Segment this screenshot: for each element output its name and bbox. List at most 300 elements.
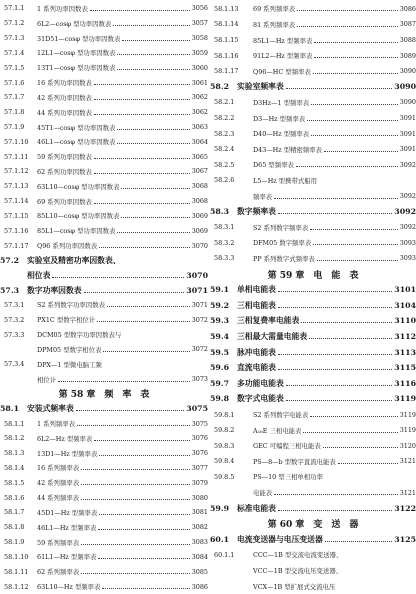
entry-page-number: 3075: [186, 404, 208, 414]
dot-leader: [310, 416, 398, 417]
toc-subsection-entry: [0, 535, 208, 550]
dot-leader: [314, 57, 397, 58]
toc-section-entry: [0, 401, 208, 416]
entry-page-number: 3082: [191, 523, 208, 532]
entry-number: 57.1.8: [4, 108, 25, 117]
chapter-title: 第 58 章 频 率 表: [58, 390, 150, 401]
entry-title: 62 系列频率表: [37, 568, 80, 577]
toc-section-entry: [210, 204, 416, 220]
entry-page-number: 3119: [399, 426, 416, 435]
dot-leader: [99, 247, 190, 248]
entry-page-number: 3079: [191, 478, 208, 487]
entry-page-number: 3092: [399, 192, 416, 201]
entry-title: S2 系列数字频率表: [253, 223, 309, 232]
entry-number: 59.8.4: [214, 457, 235, 466]
entry-title: 85L1—Hz 型频率表: [253, 36, 313, 45]
toc-subsection-entry: [0, 194, 208, 209]
entry-page-number: 3062: [191, 93, 208, 102]
entry-number: 58.1.16: [214, 51, 239, 60]
entry-page-number: 3061: [191, 78, 208, 87]
dot-leader: [97, 321, 190, 322]
toc-section-entry: [210, 329, 416, 345]
entry-title: A₁₆E 三相电能表: [253, 426, 302, 435]
dot-leader: [98, 558, 189, 559]
entry-title: 13T1—cosφ 型功率因数表: [37, 64, 116, 73]
entry-number: 57.3.4: [4, 360, 25, 369]
entry-title: D43—Hz 型精密频率表: [253, 145, 322, 154]
entry-page-number: 3056: [191, 4, 208, 13]
entry-title: D3—Hz 型频率表: [253, 114, 306, 123]
entry-page-number: 3062: [191, 108, 208, 117]
dot-leader: [81, 469, 190, 470]
dot-leader: [81, 484, 190, 485]
dot-leader: [94, 84, 190, 85]
entry-title: 42 系列功率因数表: [37, 93, 92, 102]
dot-leader: [310, 229, 398, 230]
entry-number: 58.1.12: [4, 582, 29, 591]
toc-subsection-entry: [0, 90, 208, 105]
entry-title: D40—Hz 型频率表: [253, 130, 310, 139]
toc-subsection-entry: [0, 579, 208, 594]
toc-subsection-entry: [0, 209, 208, 224]
entry-page-number: 3068: [191, 182, 208, 191]
entry-title: 1 系列频率表: [37, 420, 76, 428]
entry-title: Q96 系列功率因数表: [37, 242, 98, 251]
entry-number: 59.4: [210, 332, 229, 341]
entry-page-number: 3121: [399, 488, 416, 497]
entry-number: 60.1: [210, 534, 229, 544]
entry-page-number: 3057: [191, 19, 208, 28]
entry-number: 58.1.14: [214, 20, 239, 29]
entry-number: 57.2: [0, 255, 19, 265]
toc-section-entry: [210, 344, 416, 360]
dot-leader: [117, 129, 189, 130]
entry-number: 59.8.2: [214, 426, 235, 435]
dot-leader: [94, 203, 190, 204]
entry-number: 59.8.3: [214, 441, 235, 450]
entry-title: 标准电能表: [237, 503, 276, 513]
dot-leader: [81, 544, 190, 545]
entry-title: 13D1—Hz 型频率表: [37, 449, 98, 458]
dot-leader: [103, 351, 189, 352]
dot-leader: [338, 463, 398, 464]
entry-title: 16 系列功率因数表: [37, 79, 92, 88]
dot-leader: [286, 400, 393, 401]
entry-number: 58.1: [0, 404, 19, 414]
dot-leader: [102, 588, 189, 589]
dot-leader: [278, 307, 392, 308]
dot-leader: [99, 455, 189, 456]
entry-page-number: 3058: [191, 34, 208, 43]
entry-number: 57.1.3: [4, 34, 25, 43]
dot-leader: [324, 151, 398, 152]
entry-title: DPX—1 型微电脑工频: [37, 360, 102, 369]
dot-leader: [313, 244, 398, 245]
dot-leader: [81, 573, 190, 574]
entry-number: 57.1.17: [4, 241, 29, 250]
toc-subsection-entry: [0, 475, 208, 490]
toc-section-entry: [210, 391, 416, 407]
toc-section-entry: [210, 500, 416, 516]
toc-subsection-entry: [0, 520, 208, 535]
entry-page-number: 3086: [191, 582, 208, 591]
entry-number: 58.1.17: [214, 67, 239, 76]
entry-number: 59.1: [210, 285, 229, 295]
entry-title: 12L1—cosφ 型功率因数表: [37, 49, 116, 58]
toc-subsection-entry: [210, 219, 416, 235]
entry-title: 频率表: [253, 192, 273, 201]
dot-leader: [278, 510, 392, 511]
entry-page-number: 3077: [191, 463, 208, 472]
entry-page-number: 3092: [394, 207, 416, 217]
entry-title: VCC—1B 型交流电压变送器、: [253, 567, 343, 576]
entry-number: 59.8.5: [214, 472, 235, 481]
toc-section-entry: [0, 253, 208, 268]
dot-leader: [296, 166, 398, 167]
entry-number: 58.1.8: [4, 523, 25, 532]
entry-page-number: 3084: [191, 552, 208, 561]
entry-title: 6L2—cosφ 型功率因数表: [37, 19, 112, 28]
entry-page-number: 3072: [191, 315, 208, 324]
entry-page-number: 3090: [394, 82, 416, 92]
entry-title: 安装式频率表: [27, 404, 74, 414]
toc-subsection-entry: [0, 60, 208, 75]
toc-subsection-entry: [0, 45, 208, 60]
entry-title: 直流电能表: [237, 363, 276, 373]
entry-number: 57.1.10: [4, 137, 29, 146]
entry-page-number: 3110: [394, 316, 416, 326]
entry-number: 58.1.5: [4, 478, 25, 487]
entry-page-number: 3104: [394, 300, 416, 310]
chapter-title: 第 59 章 电 能 表: [267, 270, 359, 281]
entry-title: 44 系列功率因数表: [37, 108, 92, 117]
dot-leader: [94, 158, 190, 159]
entry-title: PP 系列数字式频率表: [253, 254, 315, 263]
toc-subsection-entry: [0, 550, 208, 565]
entry-title: 相位表: [27, 270, 51, 280]
entry-title: 6L2—Hz 型频率表: [37, 434, 93, 443]
entry-title: 69 系列功率因数表: [37, 197, 92, 206]
toc-section-entry: [210, 532, 416, 548]
toc-section-entry: [210, 298, 416, 314]
entry-title: 16 系列频率表: [37, 464, 80, 473]
entry-number: 59.6: [210, 363, 229, 373]
entry-page-number: 3091: [399, 114, 416, 123]
dot-leader: [297, 10, 398, 11]
toc-subsection-entry: [0, 105, 208, 120]
dot-leader: [113, 25, 189, 26]
dot-leader: [286, 88, 393, 89]
entry-title: 69 系列频率表: [253, 5, 296, 14]
entry-number: 59.9: [210, 503, 229, 513]
entry-title: D3Hz—1 型频率表: [253, 98, 310, 107]
entry-number: 58.2.2: [214, 114, 235, 123]
chapter-heading: [210, 516, 416, 532]
dot-leader: [107, 306, 190, 307]
entry-page-number: 3059: [191, 48, 208, 57]
entry-number: 58.2.1: [214, 98, 235, 107]
entry-page-number: 3070: [191, 241, 208, 250]
entry-page-number: 3091: [399, 129, 416, 138]
toc-subsection-entry: [0, 327, 208, 342]
entry-number: 59.3: [210, 316, 229, 326]
entry-title: S2 系列数字功率因数表: [37, 301, 105, 310]
entry-number: 58.2.5: [214, 160, 235, 169]
chapter-heading: [0, 386, 208, 401]
toc-subsection-entry: [210, 485, 416, 501]
dot-leader: [117, 232, 189, 233]
entry-number: 57.1.1: [4, 4, 25, 13]
dot-leader: [307, 120, 398, 121]
entry-number: 57.1.12: [4, 167, 29, 176]
entry-title: S2 系列数字电能表: [253, 411, 309, 420]
entry-title: 1 系列功率因数表: [37, 4, 88, 13]
entry-title: 46L1—cosφ 型功率因数表: [37, 138, 116, 147]
entry-number: 57.1.2: [4, 19, 25, 28]
entry-title: 46L1—Hz 型频率表: [37, 523, 97, 532]
entry-number: 58.1.4: [4, 463, 25, 472]
entry-page-number: 3071: [186, 285, 208, 295]
entry-title: PS—8—b 型数字直流电能表: [253, 457, 336, 466]
toc-subsection-entry: [210, 563, 416, 579]
entry-title: 实验室频率表: [237, 82, 284, 92]
entry-number: 58.3.1: [214, 223, 235, 232]
entry-number: 59.7: [210, 378, 229, 388]
entry-number: 59.8: [210, 394, 229, 404]
entry-title: 45D1—Hz 型频率表: [37, 508, 98, 517]
entry-number: 57.1.6: [4, 78, 25, 87]
entry-number: 57.1.4: [4, 48, 25, 57]
entry-number: 57.1.16: [4, 226, 29, 235]
entry-number: 57.3: [0, 285, 19, 295]
dot-leader: [317, 260, 398, 261]
entry-title: CCC—1B 型交流电流变送器、: [253, 551, 343, 560]
toc-subsection-entry: [210, 157, 416, 173]
dot-leader: [297, 26, 398, 27]
entry-title: VCX—1B 型扩展式交流电压: [253, 582, 336, 591]
toc-subsection-entry: [210, 188, 416, 204]
dot-leader: [313, 73, 398, 74]
toc-subsection-entry: [0, 179, 208, 194]
entry-title: DPM05 型数字相位表: [37, 345, 102, 354]
entry-number: 57.1.13: [4, 182, 29, 191]
entry-title: 91L2—Hz 型频率表: [253, 52, 313, 61]
toc-subsection-entry: [210, 173, 416, 189]
entry-page-number: 3069: [191, 226, 208, 235]
entry-page-number: 3093: [399, 238, 416, 247]
entry-number: 57.1.7: [4, 93, 25, 102]
entry-number: 58.3.2: [214, 238, 235, 247]
entry-title: 数字功率因数表: [27, 285, 82, 295]
toc-subsection-entry: [0, 149, 208, 164]
entry-number: 58.2.4: [214, 145, 235, 154]
toc-subsection-entry: [210, 95, 416, 111]
dot-leader: [325, 541, 393, 542]
entry-title: PX1C 型数字相位计: [37, 316, 96, 325]
dot-leader: [122, 40, 189, 41]
entry-number: 58.1.7: [4, 508, 25, 517]
entry-title: 61L1—Hz 型频率表: [37, 553, 97, 562]
entry-number: 57.1.14: [4, 197, 29, 206]
toc-section-entry: [210, 376, 416, 392]
entry-title: D65 型频率表: [253, 161, 294, 170]
dot-leader: [94, 114, 190, 115]
toc-subsection-entry: [0, 164, 208, 179]
dot-leader: [278, 213, 392, 214]
entry-page-number: 3075: [191, 419, 208, 428]
entry-title: 三相电能表: [237, 300, 276, 310]
toc-section-entry: [210, 282, 416, 298]
entry-number: 57.1.11: [4, 152, 29, 161]
toc-subsection-entry: [0, 75, 208, 90]
entry-page-number: 3068: [191, 197, 208, 206]
entry-title: 相位计: [37, 375, 57, 384]
toc-subsection-entry: [0, 298, 208, 313]
toc-subsection-entry: [0, 342, 208, 357]
toc-subsection-entry: [0, 120, 208, 135]
toc-subsection-entry: [210, 407, 416, 423]
dot-leader: [121, 217, 189, 218]
toc-subsection-entry: [210, 1, 416, 17]
toc-subsection-entry: [0, 31, 208, 46]
toc-section-entry: [210, 313, 416, 329]
dot-leader: [117, 54, 189, 55]
entry-title: 63L10—Hz 型频率表: [37, 583, 101, 592]
toc-subsection-entry: [0, 134, 208, 149]
entry-number: 58.2.3: [214, 129, 235, 138]
entry-page-number: 3115: [394, 363, 416, 373]
entry-title: 85L1—cosφ 型功率因数表: [37, 227, 116, 236]
entry-page-number: 3071: [191, 300, 208, 309]
toc-section-entry: [210, 79, 416, 95]
entry-number: 58.1.10: [4, 552, 29, 561]
entry-page-number: 3087: [399, 20, 416, 29]
entry-title: 62 系列功率因数表: [37, 167, 92, 176]
toc-section-entry: [210, 360, 416, 376]
entry-page-number: 3081: [191, 508, 208, 517]
entry-number: 58.2: [210, 82, 229, 92]
entry-page-number: 3120: [399, 441, 416, 450]
entry-number: 58.3: [210, 207, 229, 217]
entry-title: 59 系列功率因数表: [37, 153, 92, 162]
toc-subsection-entry: [0, 357, 208, 372]
toc-subsection-entry: [0, 312, 208, 327]
entry-number: 58.2.6: [214, 176, 235, 185]
entry-number: 58.1.9: [4, 538, 25, 547]
entry-title: 42 系列频率表: [37, 479, 80, 488]
entry-title: 59 系列频率表: [37, 538, 80, 547]
entry-page-number: 3080: [191, 493, 208, 502]
dot-leader: [314, 42, 397, 43]
toc-subsection-entry: [0, 1, 208, 16]
toc-subsection-entry: [210, 235, 416, 251]
entry-page-number: 3101: [394, 285, 416, 295]
toc-subsection-entry: [0, 431, 208, 446]
entry-number: 58.1.13: [214, 4, 239, 13]
entry-number: 57.1.5: [4, 63, 25, 72]
toc-subsection-entry: [210, 48, 416, 64]
dot-leader: [278, 354, 392, 355]
entry-page-number: 3083: [191, 538, 208, 547]
entry-title: GEC 可编程三相电能表: [253, 442, 321, 451]
dot-leader: [94, 440, 189, 441]
toc-subsection-entry: [0, 564, 208, 579]
chapter-heading: [210, 266, 416, 282]
entry-title: 85L10—cosφ 型功率因数表: [37, 212, 120, 221]
entry-page-number: 3088: [399, 36, 416, 44]
dot-leader: [274, 198, 398, 199]
entry-number: 58.3.3: [214, 254, 235, 263]
toc-section-entry: [0, 283, 208, 298]
entry-title: Q96—HC 型频率表: [253, 67, 311, 76]
entry-number: 59.5: [210, 347, 229, 357]
dot-leader: [94, 99, 190, 100]
entry-title: DCM05 型数字功率因数表与: [37, 331, 122, 340]
entry-title: 63L10—cosφ 型功率因数表: [37, 182, 120, 191]
entry-page-number: 3116: [394, 378, 416, 388]
toc-section-entry: [0, 268, 208, 283]
entry-title: DFM05 数字频率表: [253, 239, 312, 248]
dot-leader: [311, 135, 398, 136]
entry-page-number: 3090: [399, 98, 416, 107]
toc-subsection-entry: [0, 461, 208, 476]
toc-subsection-entry: [210, 32, 416, 48]
dot-leader: [278, 369, 392, 370]
dot-leader: [274, 494, 398, 495]
entry-number: 57.1.9: [4, 123, 25, 131]
entry-number: 59.8.1: [214, 410, 235, 419]
toc-subsection-entry: [210, 126, 416, 142]
dot-leader: [121, 188, 189, 189]
toc-subsection-entry: [0, 490, 208, 505]
entry-page-number: 3060: [191, 63, 208, 72]
entry-page-number: 3090: [399, 67, 416, 76]
toc-subsection-entry: [210, 141, 416, 157]
entry-number: 60.1.1: [214, 550, 235, 559]
entry-title: 三相最大需量电能表: [237, 332, 308, 341]
dot-leader: [52, 277, 184, 278]
dot-leader: [77, 425, 190, 426]
toc-subsection-entry: [210, 469, 416, 485]
entry-page-number: 3093: [399, 254, 416, 263]
entry-page-number: 3125: [394, 534, 416, 544]
toc-subsection-entry: [0, 416, 208, 431]
entry-page-number: 3069: [191, 211, 208, 220]
entry-page-number: 3070: [186, 270, 208, 280]
entry-title: 电流变送器与电压变送器: [237, 534, 323, 544]
dot-leader: [90, 10, 190, 11]
entry-page-number: 3119: [394, 394, 416, 404]
entry-page-number: 3092: [399, 223, 416, 232]
entry-page-number: 3121: [399, 457, 416, 466]
entry-number: 57.3.3: [4, 330, 25, 339]
entry-page-number: 3064: [191, 137, 208, 146]
entry-title: 数字式电能表: [237, 394, 284, 404]
entry-title: 实验室及精密功率因数表、: [27, 255, 121, 265]
dot-leader: [301, 322, 392, 323]
entry-page-number: 3092: [399, 160, 416, 169]
toc-subsection-entry: [0, 446, 208, 461]
entry-title: 81 系列频率表: [253, 20, 296, 29]
toc-subsection-entry: [210, 63, 416, 79]
chapter-title: 第 60 章 变 送 器: [267, 520, 359, 531]
entry-title: 三相复费率电能表: [237, 316, 300, 326]
toc-subsection-entry: [0, 372, 208, 387]
entry-page-number: 3086: [399, 4, 416, 13]
toc-subsection-entry: [210, 17, 416, 33]
entry-title: 45T1—cosφ 型功率因数表: [37, 123, 116, 132]
entry-page-number: 3073: [191, 375, 208, 384]
